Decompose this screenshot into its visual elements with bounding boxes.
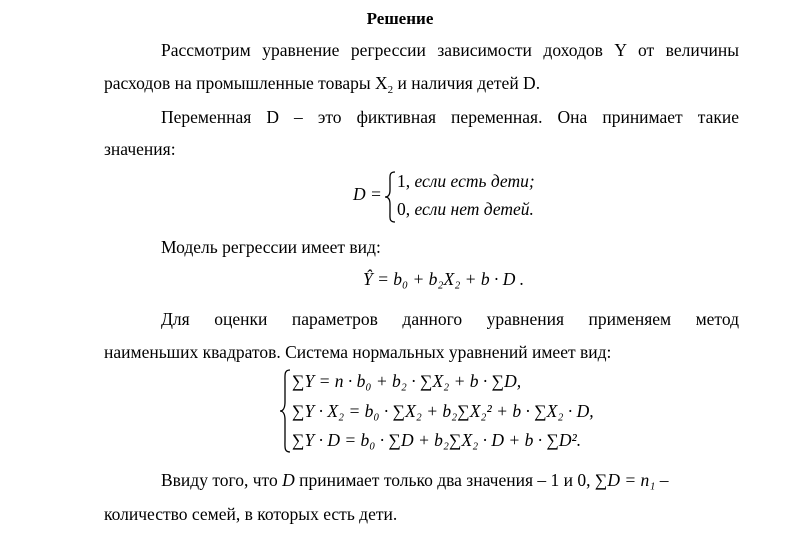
case-2-condition: если нет детей. xyxy=(410,199,534,219)
paragraph-1-text: расходов на промышленные товары X xyxy=(104,73,388,93)
p4-formula: ∑D = n₁ xyxy=(594,470,656,490)
piecewise-case-1 xyxy=(397,171,535,192)
normal-equation-3: ∑Y · D = b₀ · ∑D + b₂∑X₂ · D + b · ∑D². xyxy=(292,430,582,450)
system-brace-icon xyxy=(278,368,292,454)
model-intro: Модель регрессии имеет вид: xyxy=(161,237,381,257)
p4-text-2: принимает только два значения – 1 и 0, xyxy=(294,470,595,490)
left-brace-icon xyxy=(383,170,397,224)
normal-equation-2: ∑Y · X₂ = b₀ · ∑X₂ + b₂∑X₂² + b · ∑X₂ · D, xyxy=(292,401,594,421)
piecewise-case-2 xyxy=(397,199,534,220)
subscript-2: 2 xyxy=(387,84,394,96)
model-equation xyxy=(363,269,524,290)
section-title: Решение xyxy=(366,9,434,28)
paragraph-2-line-2: значения: xyxy=(104,139,176,159)
normal-equation-1: ∑Y = n · b₀ + b₂ · ∑X₂ + b · ∑D, xyxy=(292,371,522,391)
p4-variable-d: D xyxy=(282,470,295,490)
paragraph-4-line-1 xyxy=(161,470,739,491)
y-hat: Ŷ xyxy=(363,269,373,289)
paragraph-1-tail: и наличия детей D. xyxy=(393,73,541,93)
paragraph-3-line-2: наименьших квадратов. Система нормальных уравнений имеет вид: xyxy=(104,342,612,362)
model-rhs: = b₀ + b₂X₂ + b · D . xyxy=(377,269,525,289)
piecewise-lhs: D = xyxy=(353,184,382,204)
case-1-condition: если есть дети; xyxy=(410,171,535,191)
paragraph-1-line-1: Рассмотрим уравнение регрессии зависимости доходов Y от величины xyxy=(161,40,739,60)
p4-text-1: Ввиду того, что xyxy=(161,470,283,490)
paragraph-1-line-2 xyxy=(104,73,540,94)
paragraph-3-line-1: Для оценки параметров данного уравнения применяем метод xyxy=(161,309,739,329)
paragraph-4-line-2: количество семей, в которых есть дети. xyxy=(104,504,398,524)
p4-text-3: – xyxy=(655,470,669,490)
case-2-value: 0, xyxy=(397,199,411,219)
paragraph-2-line-1: Переменная D – это фиктивная переменная. Она принимает такие xyxy=(161,107,739,127)
case-1-value: 1, xyxy=(397,171,411,191)
